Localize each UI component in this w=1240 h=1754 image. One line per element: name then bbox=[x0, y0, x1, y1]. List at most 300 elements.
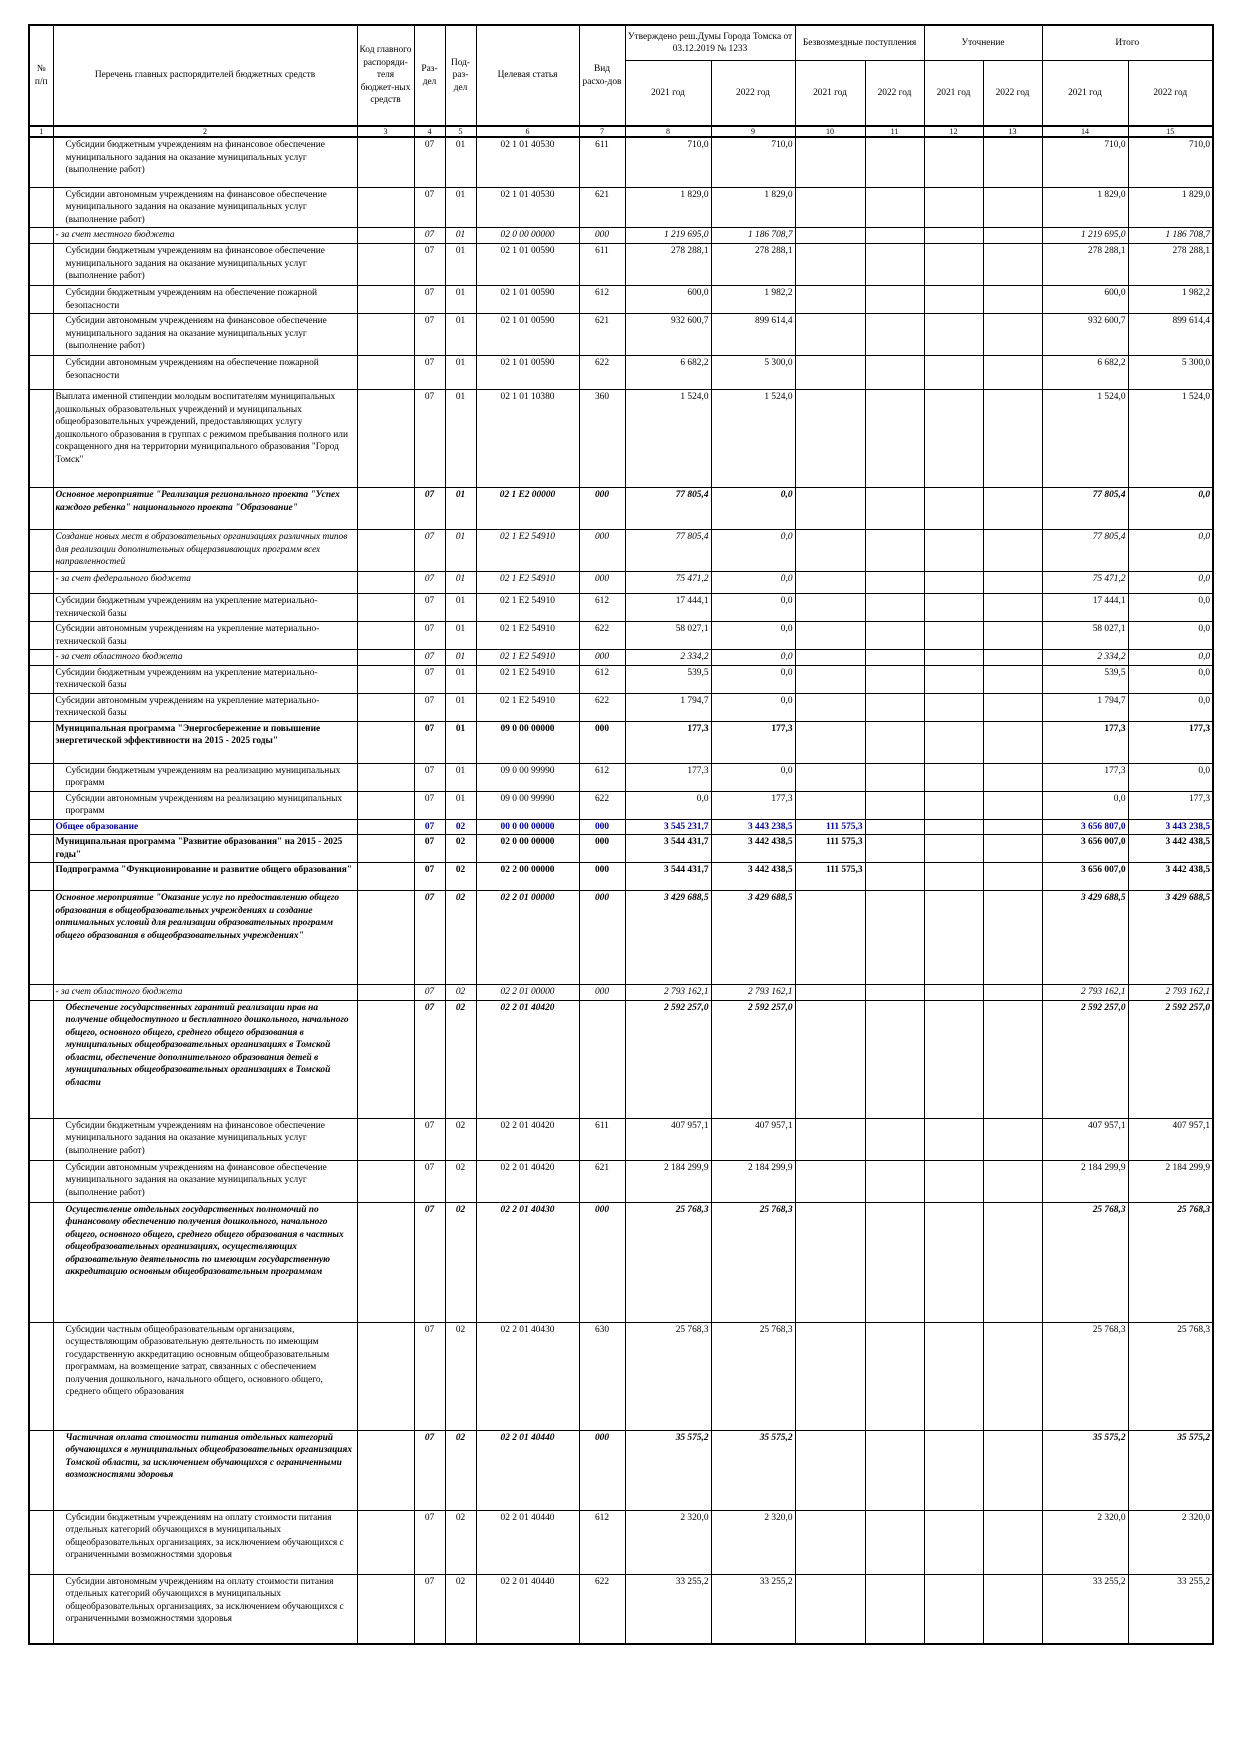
cell-clarify-2022 bbox=[983, 1000, 1042, 1118]
cell-approved-2021: 1 794,7 bbox=[625, 693, 711, 721]
cell-approved-2022: 1 829,0 bbox=[711, 187, 795, 228]
cell-razdel: 07 bbox=[414, 187, 445, 228]
cell-podrazdel: 02 bbox=[445, 1430, 476, 1510]
cell-clarify-2021 bbox=[924, 390, 983, 488]
cell-code bbox=[357, 1160, 414, 1202]
cell-total-2022: 2 320,0 bbox=[1128, 1510, 1213, 1574]
cell-approved-2021: 77 805,4 bbox=[625, 530, 711, 572]
cell-approved-2021: 58 027,1 bbox=[625, 622, 711, 650]
cell-number bbox=[29, 1430, 53, 1510]
cell-number bbox=[29, 1118, 53, 1160]
cell-vid: 622 bbox=[579, 356, 625, 390]
cell-clarify-2021 bbox=[924, 1202, 983, 1322]
cell-total-2021: 278 288,1 bbox=[1042, 244, 1128, 286]
cell-clarify-2022 bbox=[983, 721, 1042, 763]
cell-gratis-2022 bbox=[865, 244, 924, 286]
cell-approved-2021: 25 768,3 bbox=[625, 1322, 711, 1430]
cell-total-2021: 75 471,2 bbox=[1042, 572, 1128, 594]
table-row bbox=[29, 763, 1213, 791]
cell-approved-2022: 0,0 bbox=[711, 594, 795, 622]
header-year: 2021 год bbox=[924, 61, 983, 127]
cell-razdel: 07 bbox=[414, 650, 445, 666]
cell-name: - за счет областного бюджета bbox=[53, 650, 357, 666]
cell-clarify-2022 bbox=[983, 1118, 1042, 1160]
cell-target: 02 1 01 10380 bbox=[476, 390, 579, 488]
cell-vid: 612 bbox=[579, 594, 625, 622]
cell-podrazdel: 01 bbox=[445, 390, 476, 488]
cell-razdel: 07 bbox=[414, 891, 445, 985]
cell-vid: 611 bbox=[579, 137, 625, 187]
cell-vid: 000 bbox=[579, 530, 625, 572]
cell-gratis-2021 bbox=[795, 228, 865, 244]
cell-razdel: 07 bbox=[414, 622, 445, 650]
cell-total-2022: 278 288,1 bbox=[1128, 244, 1213, 286]
cell-gratis-2022 bbox=[865, 390, 924, 488]
cell-gratis-2022 bbox=[865, 622, 924, 650]
cell-approved-2021: 177,3 bbox=[625, 721, 711, 763]
cell-approved-2021: 2 793 162,1 bbox=[625, 985, 711, 1001]
cell-razdel: 07 bbox=[414, 1574, 445, 1644]
cell-number bbox=[29, 187, 53, 228]
cell-name: Создание новых мест в образовательных организациях различных типов для реализации дополнительных общеразвивающих программ всех направленностей bbox=[53, 530, 357, 572]
cell-total-2021: 600,0 bbox=[1042, 286, 1128, 314]
cell-gratis-2022 bbox=[865, 763, 924, 791]
cell-razdel: 07 bbox=[414, 572, 445, 594]
cell-clarify-2021 bbox=[924, 1574, 983, 1644]
cell-gratis-2021 bbox=[795, 187, 865, 228]
cell-vid bbox=[579, 1000, 625, 1118]
cell-total-2021: 1 219 695,0 bbox=[1042, 228, 1128, 244]
cell-gratis-2021 bbox=[795, 1510, 865, 1574]
cell-approved-2021: 539,5 bbox=[625, 665, 711, 693]
cell-clarify-2022 bbox=[983, 286, 1042, 314]
cell-gratis-2021 bbox=[795, 791, 865, 819]
cell-vid: 622 bbox=[579, 1574, 625, 1644]
cell-approved-2021: 3 544 431,7 bbox=[625, 835, 711, 863]
cell-number bbox=[29, 622, 53, 650]
cell-name: Субсидии бюджетным учреждениям на финансовое обеспечение муниципального задания на оказание муниципальных услуг (выполнение работ) bbox=[53, 137, 357, 187]
cell-clarify-2022 bbox=[983, 863, 1042, 891]
cell-clarify-2022 bbox=[983, 763, 1042, 791]
cell-clarify-2021 bbox=[924, 693, 983, 721]
cell-code bbox=[357, 693, 414, 721]
cell-total-2022: 0,0 bbox=[1128, 650, 1213, 666]
cell-approved-2021: 278 288,1 bbox=[625, 244, 711, 286]
cell-gratis-2021 bbox=[795, 530, 865, 572]
cell-clarify-2022 bbox=[983, 819, 1042, 835]
cell-code bbox=[357, 1000, 414, 1118]
table-row bbox=[29, 228, 1213, 244]
cell-clarify-2021 bbox=[924, 1118, 983, 1160]
cell-vid: 622 bbox=[579, 693, 625, 721]
cell-target: 02 2 01 40420 bbox=[476, 1118, 579, 1160]
cell-clarify-2022 bbox=[983, 137, 1042, 187]
cell-number bbox=[29, 863, 53, 891]
cell-total-2021: 710,0 bbox=[1042, 137, 1128, 187]
cell-approved-2022: 0,0 bbox=[711, 763, 795, 791]
cell-code bbox=[357, 721, 414, 763]
cell-podrazdel: 02 bbox=[445, 1118, 476, 1160]
cell-number bbox=[29, 390, 53, 488]
table-row bbox=[29, 819, 1213, 835]
cell-razdel: 07 bbox=[414, 390, 445, 488]
cell-clarify-2021 bbox=[924, 863, 983, 891]
cell-target: 02 1 01 00590 bbox=[476, 314, 579, 356]
cell-razdel: 07 bbox=[414, 835, 445, 863]
cell-razdel: 07 bbox=[414, 863, 445, 891]
table-row bbox=[29, 1160, 1213, 1202]
cell-gratis-2021 bbox=[795, 244, 865, 286]
cell-number bbox=[29, 721, 53, 763]
cell-code bbox=[357, 1202, 414, 1322]
cell-total-2022: 5 300,0 bbox=[1128, 356, 1213, 390]
cell-number bbox=[29, 1322, 53, 1430]
cell-total-2022: 710,0 bbox=[1128, 137, 1213, 187]
cell-podrazdel: 01 bbox=[445, 721, 476, 763]
table-row bbox=[29, 1000, 1213, 1118]
cell-name: Субсидии автономным учреждениям на финансовое обеспечение муниципального задания на оказание муниципальных услуг (выполнение работ) bbox=[53, 1160, 357, 1202]
cell-approved-2021: 3 429 688,5 bbox=[625, 891, 711, 985]
cell-approved-2022: 0,0 bbox=[711, 530, 795, 572]
cell-total-2021: 2 184 299,9 bbox=[1042, 1160, 1128, 1202]
table-row bbox=[29, 187, 1213, 228]
cell-approved-2022: 35 575,2 bbox=[711, 1430, 795, 1510]
cell-vid: 000 bbox=[579, 721, 625, 763]
cell-code bbox=[357, 1322, 414, 1430]
cell-clarify-2021 bbox=[924, 791, 983, 819]
cell-gratis-2021 bbox=[795, 1322, 865, 1430]
table-row bbox=[29, 244, 1213, 286]
cell-razdel: 07 bbox=[414, 721, 445, 763]
cell-podrazdel: 01 bbox=[445, 286, 476, 314]
cell-number bbox=[29, 835, 53, 863]
cell-target: 02 2 01 40440 bbox=[476, 1574, 579, 1644]
cell-number bbox=[29, 763, 53, 791]
cell-name: Субсидии автономным учреждениям на финансовое обеспечение муниципального задания на оказание муниципальных услуг (выполнение работ) bbox=[53, 314, 357, 356]
cell-podrazdel: 01 bbox=[445, 244, 476, 286]
table-row bbox=[29, 137, 1213, 187]
cell-razdel: 07 bbox=[414, 356, 445, 390]
cell-vid: 611 bbox=[579, 1118, 625, 1160]
cell-approved-2021: 2 320,0 bbox=[625, 1510, 711, 1574]
cell-approved-2022: 2 793 162,1 bbox=[711, 985, 795, 1001]
cell-approved-2022: 5 300,0 bbox=[711, 356, 795, 390]
cell-approved-2021: 1 524,0 bbox=[625, 390, 711, 488]
cell-name: - за счет местного бюджета bbox=[53, 228, 357, 244]
cell-vid: 000 bbox=[579, 228, 625, 244]
cell-approved-2022: 1 186 708,7 bbox=[711, 228, 795, 244]
table-row bbox=[29, 1510, 1213, 1574]
cell-total-2021: 2 320,0 bbox=[1042, 1510, 1128, 1574]
header-year: 2021 год bbox=[795, 61, 865, 127]
cell-total-2022: 33 255,2 bbox=[1128, 1574, 1213, 1644]
cell-approved-2021: 3 544 431,7 bbox=[625, 863, 711, 891]
header-year: 2021 год bbox=[1042, 61, 1128, 127]
cell-code bbox=[357, 650, 414, 666]
cell-gratis-2021: 111 575,3 bbox=[795, 835, 865, 863]
cell-total-2022: 2 184 299,9 bbox=[1128, 1160, 1213, 1202]
cell-gratis-2022 bbox=[865, 356, 924, 390]
cell-clarify-2022 bbox=[983, 650, 1042, 666]
cell-clarify-2021 bbox=[924, 665, 983, 693]
cell-name: Субсидии бюджетным учреждениям на реализацию муниципальных программ bbox=[53, 763, 357, 791]
cell-target: 02 2 01 40430 bbox=[476, 1202, 579, 1322]
cell-vid: 612 bbox=[579, 763, 625, 791]
cell-razdel: 07 bbox=[414, 244, 445, 286]
cell-razdel: 07 bbox=[414, 594, 445, 622]
cell-gratis-2021: 111 575,3 bbox=[795, 863, 865, 891]
cell-clarify-2021 bbox=[924, 721, 983, 763]
cell-clarify-2022 bbox=[983, 488, 1042, 530]
cell-podrazdel: 01 bbox=[445, 314, 476, 356]
cell-number bbox=[29, 1510, 53, 1574]
cell-clarify-2022 bbox=[983, 1510, 1042, 1574]
cell-clarify-2022 bbox=[983, 390, 1042, 488]
cell-clarify-2021 bbox=[924, 763, 983, 791]
cell-vid: 000 bbox=[579, 488, 625, 530]
cell-name: - за счет федерального бюджета bbox=[53, 572, 357, 594]
cell-razdel: 07 bbox=[414, 228, 445, 244]
cell-code bbox=[357, 835, 414, 863]
cell-approved-2022: 407 957,1 bbox=[711, 1118, 795, 1160]
column-number: 12 bbox=[924, 126, 983, 137]
cell-target: 02 2 01 40420 bbox=[476, 1000, 579, 1118]
cell-razdel: 07 bbox=[414, 819, 445, 835]
cell-approved-2022: 710,0 bbox=[711, 137, 795, 187]
table-header bbox=[29, 25, 1213, 137]
cell-gratis-2022 bbox=[865, 721, 924, 763]
cell-name: Муниципальная программа "Развитие образования" на 2015 - 2025 годы" bbox=[53, 835, 357, 863]
cell-code bbox=[357, 530, 414, 572]
cell-total-2022: 35 575,2 bbox=[1128, 1430, 1213, 1510]
cell-total-2022: 0,0 bbox=[1128, 572, 1213, 594]
cell-code bbox=[357, 1118, 414, 1160]
table-row bbox=[29, 891, 1213, 985]
column-number: 15 bbox=[1128, 126, 1213, 137]
table-row bbox=[29, 488, 1213, 530]
table-row bbox=[29, 721, 1213, 763]
cell-podrazdel: 02 bbox=[445, 1510, 476, 1574]
cell-total-2021: 177,3 bbox=[1042, 763, 1128, 791]
cell-number bbox=[29, 137, 53, 187]
cell-clarify-2021 bbox=[924, 228, 983, 244]
column-number: 11 bbox=[865, 126, 924, 137]
column-number: 6 bbox=[476, 126, 579, 137]
cell-target: 02 1 01 40530 bbox=[476, 187, 579, 228]
cell-gratis-2022 bbox=[865, 819, 924, 835]
cell-gratis-2021 bbox=[795, 650, 865, 666]
cell-number bbox=[29, 1000, 53, 1118]
cell-target: 09 0 00 99990 bbox=[476, 791, 579, 819]
cell-code bbox=[357, 1510, 414, 1574]
column-number: 13 bbox=[983, 126, 1042, 137]
cell-clarify-2021 bbox=[924, 530, 983, 572]
cell-name: Основное мероприятие "Реализация регионального проекта "Успех каждого ребенка" национального проекта "Образование" bbox=[53, 488, 357, 530]
budget-document bbox=[28, 24, 1212, 1645]
cell-razdel: 07 bbox=[414, 530, 445, 572]
cell-target: 02 0 00 00000 bbox=[476, 228, 579, 244]
cell-code bbox=[357, 356, 414, 390]
cell-gratis-2022 bbox=[865, 228, 924, 244]
cell-clarify-2021 bbox=[924, 314, 983, 356]
cell-target: 02 2 01 40420 bbox=[476, 1160, 579, 1202]
cell-podrazdel: 01 bbox=[445, 488, 476, 530]
cell-name: Субсидии автономным учреждениям на укрепление материально-технической базы bbox=[53, 622, 357, 650]
cell-gratis-2022 bbox=[865, 1430, 924, 1510]
header-target: Целевая статья bbox=[476, 25, 579, 126]
cell-number bbox=[29, 1202, 53, 1322]
cell-target: 02 1 E2 54910 bbox=[476, 530, 579, 572]
cell-podrazdel: 02 bbox=[445, 1000, 476, 1118]
cell-name: Субсидии бюджетным учреждениям на укрепление материально-технической базы bbox=[53, 594, 357, 622]
header-razdel: Раз-дел bbox=[414, 25, 445, 126]
cell-name: Субсидии бюджетным учреждениям на финансовое обеспечение муниципального задания на оказание муниципальных услуг (выполнение работ) bbox=[53, 244, 357, 286]
cell-number bbox=[29, 819, 53, 835]
cell-target: 09 0 00 99990 bbox=[476, 763, 579, 791]
cell-podrazdel: 01 bbox=[445, 622, 476, 650]
cell-number bbox=[29, 314, 53, 356]
cell-podrazdel: 02 bbox=[445, 819, 476, 835]
cell-clarify-2022 bbox=[983, 1160, 1042, 1202]
cell-razdel: 07 bbox=[414, 1118, 445, 1160]
cell-approved-2022: 1 982,2 bbox=[711, 286, 795, 314]
budget-table bbox=[28, 24, 1214, 1645]
cell-approved-2021: 1 829,0 bbox=[625, 187, 711, 228]
table-row bbox=[29, 1118, 1213, 1160]
cell-name: Основное мероприятие "Оказание услуг по предоставлению общего образования в общеобразовательных учреждениях и создание оптимальных условий для реализации образовательных программ общего образования в общеобразовательных учреждениях" bbox=[53, 891, 357, 985]
cell-clarify-2021 bbox=[924, 244, 983, 286]
cell-number bbox=[29, 286, 53, 314]
cell-total-2022: 0,0 bbox=[1128, 693, 1213, 721]
cell-clarify-2022 bbox=[983, 356, 1042, 390]
cell-target: 09 0 00 00000 bbox=[476, 721, 579, 763]
table-row bbox=[29, 314, 1213, 356]
cell-vid: 000 bbox=[579, 650, 625, 666]
cell-name: Выплата именной стипендии молодым воспитателям муниципальных дошкольных образовательных учреждений и муниципальных общеобразовательных учреждений, предоставляющих услугу дошкольного образования в группах с режимом пребывания полного или сокращенного дня на территории муниципального образования "Город Томск" bbox=[53, 390, 357, 488]
cell-total-2021: 58 027,1 bbox=[1042, 622, 1128, 650]
table-row bbox=[29, 1574, 1213, 1644]
cell-number bbox=[29, 1574, 53, 1644]
column-number: 7 bbox=[579, 126, 625, 137]
cell-approved-2022: 3 429 688,5 bbox=[711, 891, 795, 985]
cell-total-2021: 25 768,3 bbox=[1042, 1202, 1128, 1322]
cell-approved-2022: 278 288,1 bbox=[711, 244, 795, 286]
cell-number bbox=[29, 530, 53, 572]
cell-approved-2022: 2 592 257,0 bbox=[711, 1000, 795, 1118]
cell-approved-2022: 0,0 bbox=[711, 693, 795, 721]
cell-approved-2022: 177,3 bbox=[711, 791, 795, 819]
cell-number bbox=[29, 1160, 53, 1202]
cell-gratis-2021 bbox=[795, 763, 865, 791]
cell-vid: 622 bbox=[579, 791, 625, 819]
cell-gratis-2022 bbox=[865, 1322, 924, 1430]
cell-vid: 611 bbox=[579, 244, 625, 286]
cell-clarify-2021 bbox=[924, 594, 983, 622]
header-approved: Утверждено реш.Думы Города Томска от 03.12.2019 № 1233 bbox=[625, 25, 795, 61]
cell-approved-2021: 3 545 231,7 bbox=[625, 819, 711, 835]
cell-gratis-2022 bbox=[865, 187, 924, 228]
cell-clarify-2021 bbox=[924, 1430, 983, 1510]
cell-podrazdel: 01 bbox=[445, 228, 476, 244]
cell-total-2021: 25 768,3 bbox=[1042, 1322, 1128, 1430]
cell-clarify-2021 bbox=[924, 891, 983, 985]
cell-name: Общее образование bbox=[53, 819, 357, 835]
cell-gratis-2021 bbox=[795, 594, 865, 622]
cell-target: 02 1 E2 54910 bbox=[476, 594, 579, 622]
cell-gratis-2022 bbox=[865, 1118, 924, 1160]
cell-gratis-2022 bbox=[865, 863, 924, 891]
cell-total-2021: 3 656 007,0 bbox=[1042, 835, 1128, 863]
table-row bbox=[29, 835, 1213, 863]
cell-gratis-2021 bbox=[795, 314, 865, 356]
cell-gratis-2021 bbox=[795, 693, 865, 721]
cell-number bbox=[29, 488, 53, 530]
cell-approved-2022: 1 524,0 bbox=[711, 390, 795, 488]
cell-clarify-2022 bbox=[983, 530, 1042, 572]
cell-total-2021: 407 957,1 bbox=[1042, 1118, 1128, 1160]
cell-clarify-2021 bbox=[924, 488, 983, 530]
cell-target: 02 2 01 40440 bbox=[476, 1430, 579, 1510]
cell-number bbox=[29, 693, 53, 721]
cell-code bbox=[357, 791, 414, 819]
cell-clarify-2022 bbox=[983, 665, 1042, 693]
cell-gratis-2021 bbox=[795, 286, 865, 314]
cell-total-2022: 2 592 257,0 bbox=[1128, 1000, 1213, 1118]
cell-approved-2022: 2 320,0 bbox=[711, 1510, 795, 1574]
cell-podrazdel: 02 bbox=[445, 835, 476, 863]
cell-total-2022: 899 614,4 bbox=[1128, 314, 1213, 356]
cell-target: 02 1 E2 54910 bbox=[476, 622, 579, 650]
cell-code bbox=[357, 137, 414, 187]
cell-podrazdel: 02 bbox=[445, 985, 476, 1001]
cell-podrazdel: 01 bbox=[445, 572, 476, 594]
cell-name: - за счет областного бюджета bbox=[53, 985, 357, 1001]
cell-number bbox=[29, 985, 53, 1001]
cell-clarify-2021 bbox=[924, 356, 983, 390]
cell-target: 02 1 E2 54910 bbox=[476, 572, 579, 594]
cell-razdel: 07 bbox=[414, 1510, 445, 1574]
cell-clarify-2021 bbox=[924, 137, 983, 187]
cell-approved-2021: 33 255,2 bbox=[625, 1574, 711, 1644]
cell-name: Субсидии автономным учреждениям на реализацию муниципальных программ bbox=[53, 791, 357, 819]
cell-total-2021: 539,5 bbox=[1042, 665, 1128, 693]
cell-number bbox=[29, 650, 53, 666]
cell-podrazdel: 01 bbox=[445, 693, 476, 721]
cell-gratis-2022 bbox=[865, 488, 924, 530]
table-row bbox=[29, 985, 1213, 1001]
cell-code bbox=[357, 390, 414, 488]
cell-vid: 621 bbox=[579, 314, 625, 356]
cell-target: 02 2 01 40440 bbox=[476, 1510, 579, 1574]
cell-gratis-2021 bbox=[795, 1118, 865, 1160]
cell-clarify-2022 bbox=[983, 314, 1042, 356]
cell-gratis-2021 bbox=[795, 985, 865, 1001]
table-row bbox=[29, 650, 1213, 666]
cell-gratis-2022 bbox=[865, 1202, 924, 1322]
cell-approved-2021: 25 768,3 bbox=[625, 1202, 711, 1322]
cell-code bbox=[357, 187, 414, 228]
header-year: 2021 год bbox=[625, 61, 711, 127]
cell-clarify-2022 bbox=[983, 622, 1042, 650]
cell-vid: 630 bbox=[579, 1322, 625, 1430]
cell-total-2022: 1 829,0 bbox=[1128, 187, 1213, 228]
table-row bbox=[29, 791, 1213, 819]
cell-razdel: 07 bbox=[414, 665, 445, 693]
cell-podrazdel: 01 bbox=[445, 530, 476, 572]
cell-gratis-2022 bbox=[865, 1574, 924, 1644]
cell-code bbox=[357, 594, 414, 622]
cell-approved-2022: 2 184 299,9 bbox=[711, 1160, 795, 1202]
